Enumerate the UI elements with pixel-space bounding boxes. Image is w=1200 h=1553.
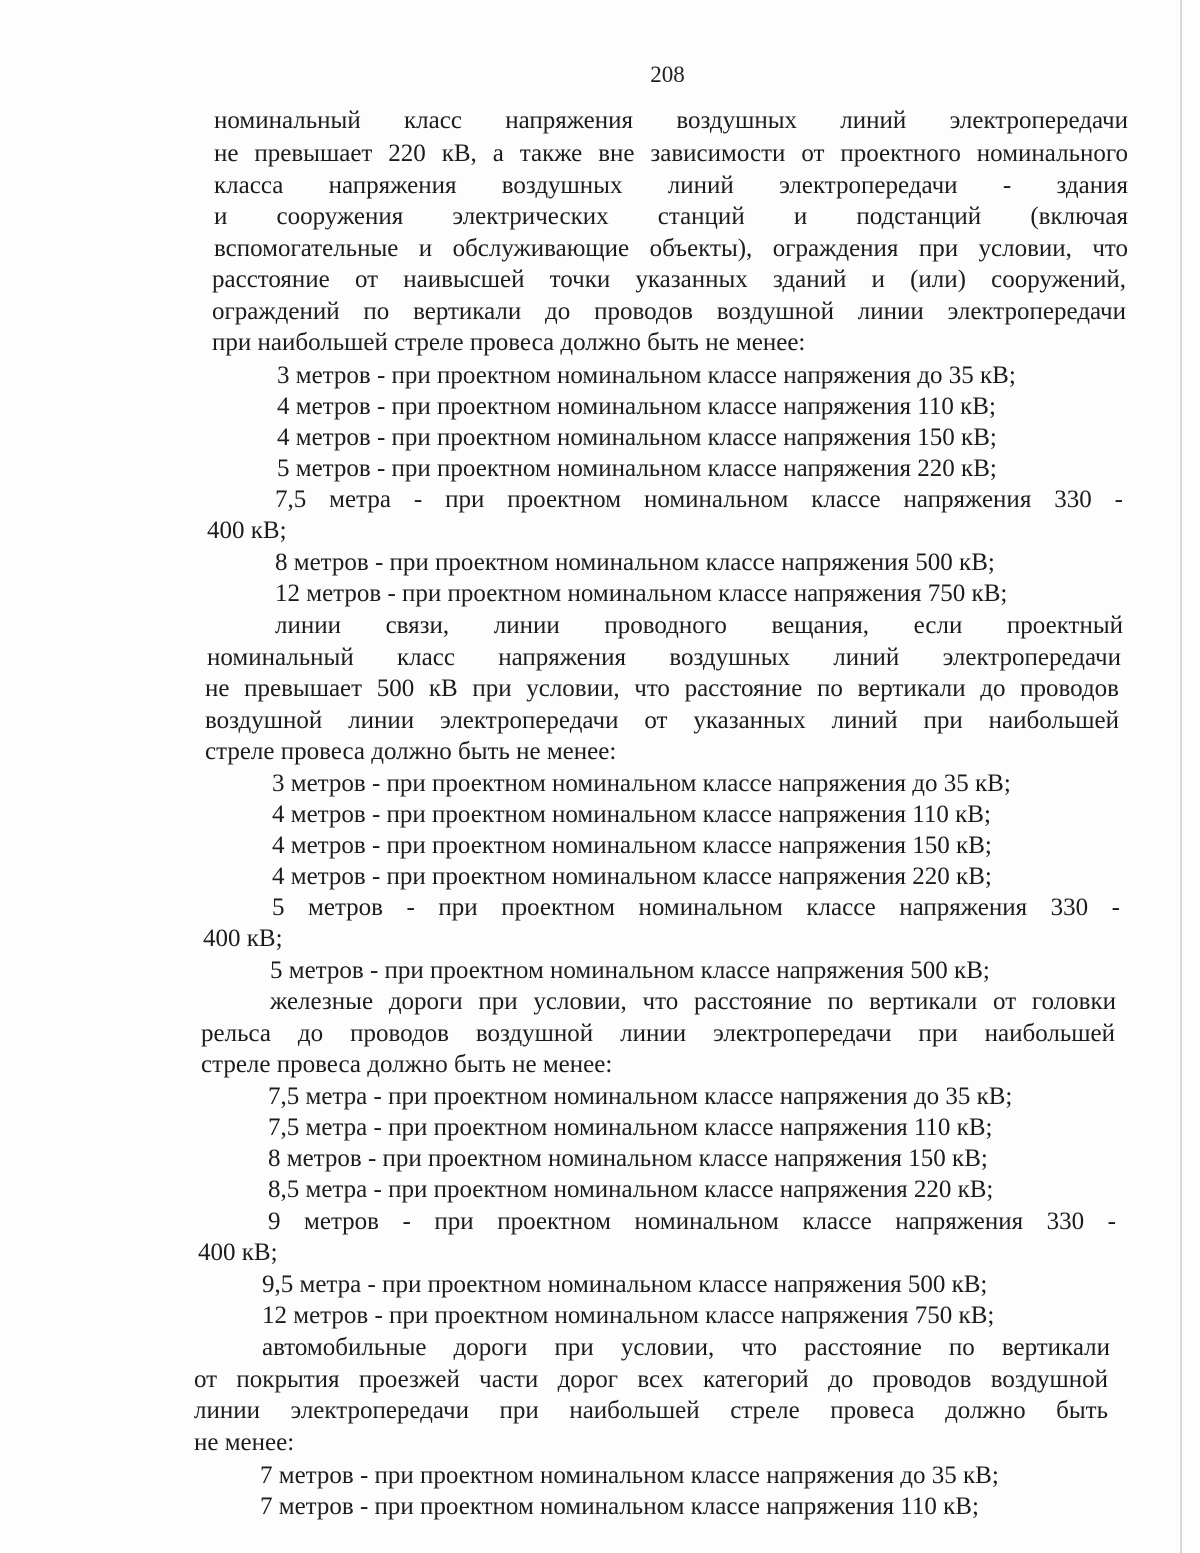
text-line: не превышает 500 кВ при условии, что расстояние по вертикали до проводов — [205, 675, 1119, 702]
text-line: 7,5 метра - при проектном номинальном классе напряжения 330 - — [275, 486, 1123, 513]
text-line: 7,5 метра - при проектном номинальном классе напряжения 110 кВ; — [268, 1114, 993, 1141]
text-line: 4 метров - при проектном номинальном классе напряжения 110 кВ; — [272, 801, 991, 828]
text-line: железные дороги при условии, что расстояние по вертикали от головки — [270, 988, 1116, 1015]
text-line: номинальный класс напряжения воздушных линий электропередачи — [207, 644, 1121, 671]
text-line: линии связи, линии проводного вещания, если проектный — [275, 612, 1123, 639]
text-line: 9,5 метра - при проектном номинальном классе напряжения 500 кВ; — [262, 1271, 988, 1298]
text-line: автомобильные дороги при условии, что расстояние по вертикали — [262, 1334, 1110, 1361]
text-line: рельса до проводов воздушной линии электропередачи при наибольшей — [201, 1020, 1115, 1047]
text-line: 9 метров - при проектном номинальном классе напряжения 330 - — [268, 1208, 1116, 1235]
text-line: 4 метров - при проектном номинальном классе напряжения 110 кВ; — [277, 393, 996, 420]
text-line: от покрытия проезжей части дорог всех категорий до проводов воздушной — [194, 1366, 1108, 1393]
text-line: стреле провеса должно быть не менее: — [205, 738, 617, 765]
text-line: 8,5 метра - при проектном номинальном классе напряжения 220 кВ; — [268, 1176, 994, 1203]
text-line: ограждений по вертикали до проводов воздушной линии электропередачи — [212, 298, 1126, 325]
text-line: 3 метров - при проектном номинальном классе напряжения до 35 кВ; — [272, 770, 1011, 797]
text-line: 4 метров - при проектном номинальном классе напряжения 150 кВ; — [272, 832, 992, 859]
text-line: 12 метров - при проектном номинальном классе напряжения 750 кВ; — [275, 580, 1008, 607]
text-line: 5 метров - при проектном номинальном классе напряжения 500 кВ; — [270, 957, 990, 984]
text-line: 7 метров - при проектном номинальном классе напряжения до 35 кВ; — [260, 1462, 999, 1489]
text-line: 8 метров - при проектном номинальном классе напряжения 150 кВ; — [268, 1145, 988, 1172]
text-line: 7,5 метра - при проектном номинальном классе напряжения до 35 кВ; — [268, 1083, 1013, 1110]
text-line: класса напряжения воздушных линий электропередачи - здания — [214, 172, 1128, 199]
text-line: стреле провеса должно быть не менее: — [201, 1051, 613, 1078]
text-line: 4 метров - при проектном номинальном классе напряжения 220 кВ; — [272, 863, 992, 890]
text-line: не менее: — [194, 1429, 295, 1456]
text-line: 4 метров - при проектном номинальном классе напряжения 150 кВ; — [277, 424, 997, 451]
text-line: 8 метров - при проектном номинальном классе напряжения 500 кВ; — [275, 549, 995, 576]
text-line: 5 метров - при проектном номинальном классе напряжения 330 - — [272, 894, 1120, 921]
text-line: 12 метров - при проектном номинальном классе напряжения 750 кВ; — [262, 1302, 995, 1329]
text-line: не превышает 220 кВ, а также вне зависимости от проектного номинального — [214, 140, 1128, 167]
text-line: 400 кВ; — [207, 517, 287, 544]
text-line: 3 метров - при проектном номинальном классе напряжения до 35 кВ; — [277, 362, 1016, 389]
text-line: расстояние от наивысшей точки указанных зданий и (или) сооружений, — [212, 266, 1126, 293]
text-line: 400 кВ; — [203, 925, 283, 952]
text-line: и сооружения электрических станций и подстанций (включая — [214, 203, 1128, 230]
text-line: 7 метров - при проектном номинальном классе напряжения 110 кВ; — [260, 1493, 979, 1520]
text-line: при наибольшей стреле провеса должно быть не менее: — [212, 329, 806, 356]
text-line: вспомогательные и обслуживающие объекты), ограждения при условии, что — [214, 235, 1128, 262]
text-line: линии электропередачи при наибольшей стреле провеса должно быть — [194, 1397, 1108, 1424]
text-line: 400 кВ; — [198, 1239, 278, 1266]
text-line: воздушной линии электропередачи от указанных линий при наибольшей — [205, 707, 1119, 734]
text-line: номинальный класс напряжения воздушных линий электропередачи — [214, 107, 1128, 134]
scan-edge — [1180, 0, 1182, 1553]
text-line: 5 метров - при проектном номинальном классе напряжения 220 кВ; — [277, 455, 997, 482]
page-number: 208 — [650, 62, 685, 87]
